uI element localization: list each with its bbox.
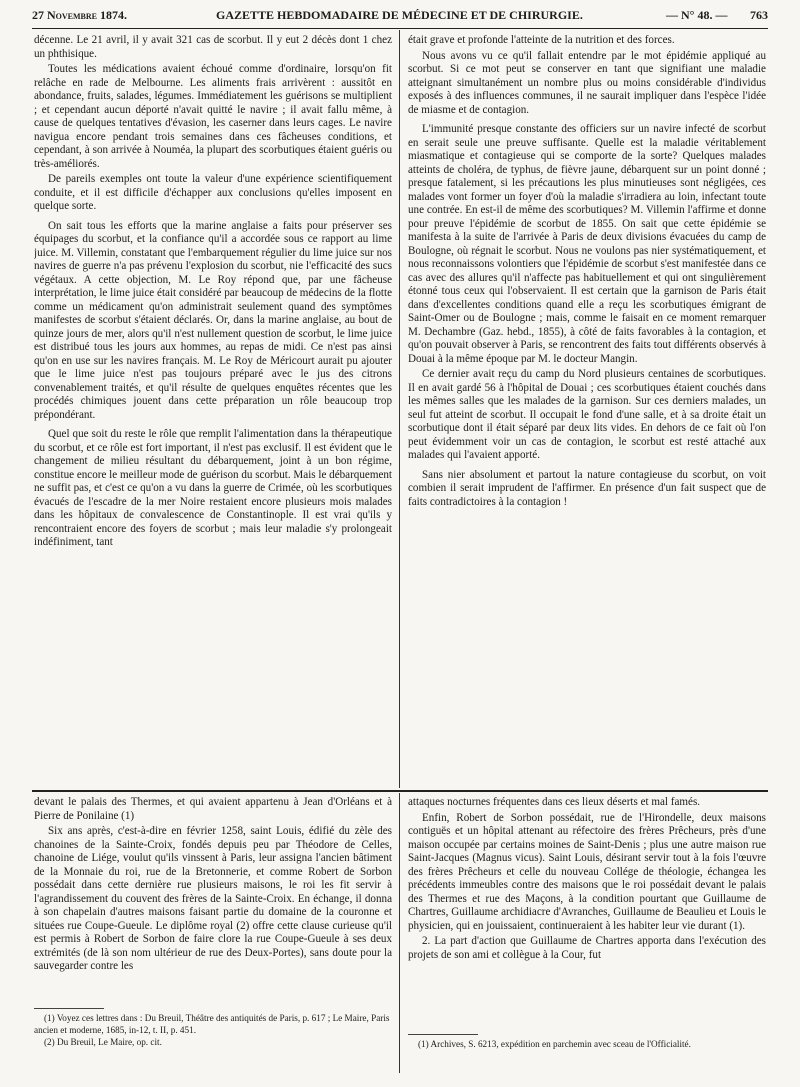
paragraph: Toutes les médications avaient échoué comme d'ordinaire, lorsqu'on fit relâche en rade de Melbourne. Les aliments frais arrivèrent : aussitôt en abondance, fruits, salades, légumes. Immédiatement les guérisons se multiplient ; et cependant aucun déporté n'avait quitté le navire ; il avait fallu même, à cause de quelques tentatives d'évasion, les caserner dans leurs cages. Le navire navigua encore pendant trois semaines dans ces fâcheuses conditions, et cependant, à son arrivée à Nouméa, la plupart des scorbutiques étaient guéris ou très-améliorés. bbox=[34, 63, 392, 170]
footnote-rule bbox=[408, 1034, 478, 1035]
upper-left-column bbox=[34, 34, 392, 788]
footnote-rule bbox=[34, 1008, 104, 1009]
paragraph: devant le palais des Thermes, et qui avaient appartenu à Jean d'Orléans et à Pierre de Ponilaine (1) bbox=[34, 796, 392, 822]
lower-column-divider bbox=[399, 793, 400, 1073]
section-rule bbox=[32, 790, 768, 792]
footnote: (1) Voyez ces lettres dans : Du Breuil, Théâtre des antiquités de Paris, p. 617 ; Le Maire, Paris ancien et moderne, 1685, in-12, t. II, p. 451. bbox=[34, 1013, 390, 1035]
paragraph: 2. La part d'action que Guillaume de Chartres apporta dans l'exécution des projets de son ami et collègue à la Cour, fut bbox=[408, 935, 766, 961]
footnote: (1) Archives, S. 6213, expédition en parchemin avec sceau de l'Officialité. bbox=[418, 1039, 691, 1049]
paragraph: était grave et profonde l'atteinte de la nutrition et des forces. bbox=[408, 34, 675, 46]
paragraph: Sans nier absolument et partout la nature contagieuse du scorbut, on voit combien il serait imprudent de l'affirmer. En présence d'un fait suspect que de faits contradictoires à la contagion ! bbox=[408, 468, 766, 508]
paragraph: Quel que soit du reste le rôle que remplit l'alimentation dans la thérapeutique du scorbut, et ce rôle est fort important, il n'est pas exclusif. Il est évident que le changement de milieu résultant du débarquement, joint à un bon régime, constitue encore le meilleur mode de guérison du scorbut. Mais le débarquement ne suffit pas, et c'est ce qu'on a vu dans la guerre de Crimée, où les scorbutiques évacués de l'escadre de la mer Noire restaient encore plusieurs mois malades dans les hôpitaux de convalescence de Constantinople. Il est vrai qu'ils y rencontraient encore des foyers de scorbut ; mais leur maladie s'y prolongeait indéfiniment, tant bbox=[34, 428, 392, 548]
paragraph: décenne. Le 21 avril, il y avait 321 cas de scorbut. Il y eut 2 décès dont 1 chez un phthisique. bbox=[34, 34, 392, 60]
paragraph: Enfin, Robert de Sorbon possédait, rue de l'Hirondelle, deux maisons contiguës et un hôpital attenant au réfectoire des frères Prêcheurs, près d'une maison occupée par certains moines de Saint-Denis ; plus une autre maison rue Saint-Jacques (Magnus vicus). Saint Louis, désirant servir tout à la fois l'œuvre des frères Prêcheurs et celle du nouveau Collége de théologie, échangea les précédents immeubles contre des maisons que le roi possédait devant le palais des Thermes et rue des Maçons, à la condition pourtant que Guillaume de Chartres, Guillaume archidiacre d'Avranches, Guillaume de Beaulieu et Louis le physicien, qui en jouissaient, continueraient à les habiter leur vie durant (1). bbox=[408, 811, 766, 932]
header-rule bbox=[32, 28, 768, 29]
paragraph: Nous avons vu ce qu'il fallait entendre par le mot épidémie appliqué au scorbut. Si ce mot peut se conserver en tant que signifiant une maladie atteignant simultanément un nombre plus ou moins considérable d'individus exposés à des influences communes, il ne saurait impliquer dans l'espèce l'idée de miasme et de contagion. bbox=[408, 49, 766, 116]
paragraph: attaques nocturnes fréquentes dans ces lieux déserts et mal famés. bbox=[408, 796, 701, 808]
paragraph: L'immunité presque constante des officiers sur un navire infecté de scorbut en serait seule une preuve suffisante. Quelle est la maladie véritablement miasmatique et contagieuse qui se comporte de la sorte? Quelques malades atteints de choléra, de typhus, de fièvre jaune, débarquent sur un point donné ; presque fatalement, si les précautions les plus minutieuses sont négligées, ces malades vont former un foyer d'où la maladie s'irradiera au loin, infectant toute une contrée. En est-il de même des scorbutiques? M. Villemin l'affirme et donne pour preuve l'épidémie de scorbut de 1855. On sait que cette épidémie se manifesta à la suite de l'arrivée à Paris de deux divisions évacuées du camp de Boulogne, où régnait le scorbut. Nous ne voulons pas nier systématiquement, et nous reconnaissons volontiers que l'épidémie de scorbut s'est manifestée dans ce cas avec des allures qu'il n'affecte pas habituellement et qui ont singulièrement étonné tous ceux qui l'observaient. Il est certain que la garnison de Paris était dans d'excellentes conditions quand elle a reçu les scorbutiques émigrant de Saint-Omer ou de Boulogne ; mais, comme le faisait en ce moment remarquer M. Dechambre (Gaz. hebd., 1855), à côté de faits favorables à la contagion, et qu'on pouvait observer à Paris, se rencontrent des faits tout différents observés à Douai à la même époque par M. le docteur Mangin. bbox=[408, 123, 766, 365]
paragraph: Ce dernier avait reçu du camp du Nord plusieurs centaines de scorbutiques. Il en avait gardé 56 à l'hôpital de Douai ; ces scorbutiques étaient couchés dans les mêmes salles que les malades de la garnison. Sur ces derniers malades, un seul fut atteint de scorbut. Il occupait le fond d'une salle, et à sa droite était un scorbutique dont il était séparé par deux lits vides. En dehors de ce fait où l'on peut évidemment voir un cas de contagion, le scorbut est resté attaché aux malades qui l'avaient apporté. bbox=[408, 368, 766, 461]
footnote: (2) Du Breuil, Le Maire, op. cit. bbox=[44, 1037, 162, 1047]
running-header bbox=[32, 6, 768, 28]
paragraph: Six ans après, c'est-à-dire en février 1258, saint Louis, édifié du zèle des chanoines de la Sainte-Croix, fondés depuis peu par Théodore de Celles, chanoine de Liége, voulut qu'ils vinssent à Paris, leur assigna l'ancien bâtiment de la Monnaie du roi, rue de la Bretonnerie, et comme Robert de Sorbon possédait dans cette dernière rue plusieurs maisons, le roi les fit servir à l'agrandissement du couvent des frères de la Sainte-Croix. En échange, il donna à son chapelain d'autres maisons faisant partie du domaine de la couronne et situées rue Coupe-Gueule. Le diplôme royal (2) offre cette clause curieuse qu'il est permis à Robert de Sorbon de faire clore la rue Coupe-Gueule à ses deux extrémités (de là son nom ultérieur de rue des Deux-Portes), sans doute pour la sauvegarder contre les bbox=[34, 825, 392, 972]
lower-left-column bbox=[34, 796, 392, 1006]
footnotes-left bbox=[34, 1012, 392, 1078]
upper-right-column bbox=[408, 34, 766, 788]
footnotes-right bbox=[408, 1038, 766, 1078]
paragraph: On sait tous les efforts que la marine anglaise a faits pour préserver ses équipages du scorbut, et la confiance qu'il a accordée sous ce rapport au lime juice. M. Villemin, constatant que l'embarquement régulier du lime juice sur nos navires de guerre n'a pas prévenu l'explosion du scorbut, nie l'efficacité des sucs végétaux. A cette objection, M. Le Roy répond que, par une fâcheuse interprétation, le lime juice était considéré par beaucoup de médecins de la flotte comme un médicament qu'on administrait seulement quand des symptômes manifestes de scorbut s'étaient déclarés. Or, dans la marine anglaise, au bout de quinze jours de mer, alors qu'il n'est nullement question de scorbut, le lime juice est distribué tous les jours aux hommes, au repas de midi. Ce n'est pas ainsi qu'on en use sur les navires français. M. Le Roy de Méricourt aurait pu ajouter que le lime juice n'est pas toujours préparé avec le jus des citrons convenablement traités, et qu'il résulte de quelques enquêtes récentes que les procédés chimiques jouent dans cette préparation un rôle beaucoup trop prépondérant. bbox=[34, 219, 392, 421]
paragraph: De pareils exemples ont toute la valeur d'une expérience scientifiquement conduite, et il est difficile d'échapper aux conclusions qu'elles imposent en quelque sorte. bbox=[34, 173, 392, 212]
lower-right-column bbox=[408, 796, 766, 1032]
header-issue-number: — N° 48. — bbox=[666, 8, 728, 22]
header-date: 27 Novembre 1874. bbox=[32, 8, 128, 22]
upper-column-divider bbox=[399, 30, 400, 788]
header-title: GAZETTE HEBDOMADAIRE DE MÉDECINE ET DE CHIRURGIE. bbox=[216, 8, 583, 22]
header-page-number: 763 bbox=[750, 8, 768, 22]
